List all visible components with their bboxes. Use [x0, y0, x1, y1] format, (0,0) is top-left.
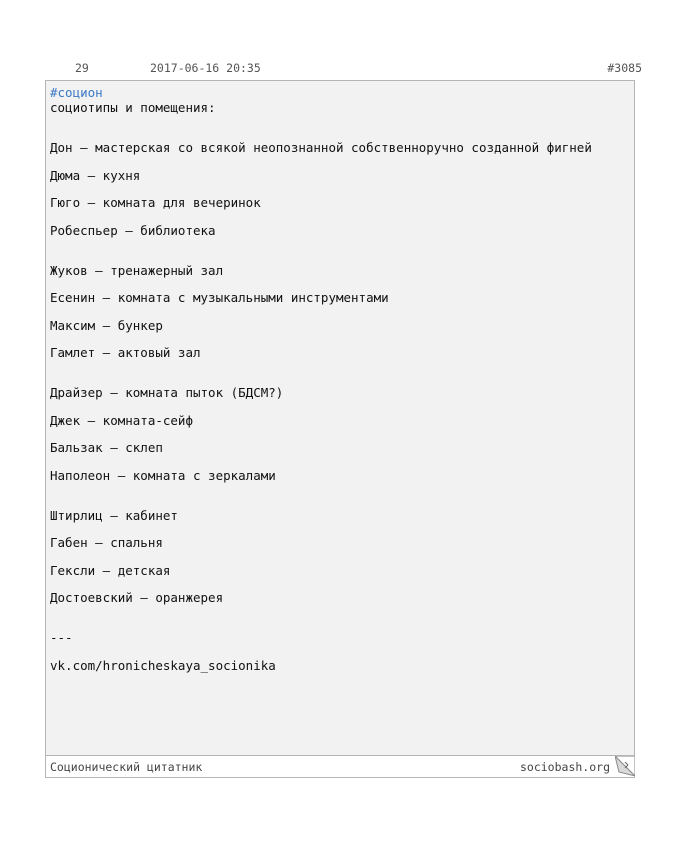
quote-line: Достоевский – оранжерея	[50, 590, 224, 605]
quote-line: Джек – комната-сейф	[50, 412, 193, 428]
quote-line: Жуков – тренажерный зал	[50, 262, 224, 278]
quote-line: Штирлиц – кабинет	[50, 507, 178, 523]
quote-line: Робеспьер – библиотека	[50, 222, 216, 238]
quote-line: Гюго – комната для вечеринок	[50, 195, 261, 210]
quote-id-link[interactable]: #3085	[607, 61, 642, 75]
quote-box	[45, 80, 635, 756]
site-url[interactable]: sociobash.org	[519, 760, 610, 774]
line-gap	[50, 360, 634, 373]
tag-link[interactable]: #социон	[50, 85, 103, 100]
quote-line: социотипы и помещения:	[50, 100, 216, 115]
line-gap	[50, 115, 634, 128]
quote-rating: 29	[75, 61, 89, 75]
quote-line: vk.com/hronicheskaya_socionika	[50, 657, 276, 673]
quote-text	[50, 85, 634, 673]
site-name: Соционический цитатник	[50, 760, 203, 774]
quote-line: Гамлет – актовый зал	[50, 345, 201, 360]
quote-line: Максим – бункер	[50, 317, 163, 333]
quote-line: Дон – мастерская со всякой неопознанной собственноручно созданной фигней	[50, 140, 592, 155]
quote-footer	[45, 756, 635, 778]
line-gap	[50, 483, 634, 496]
quote-line: Есенин – комната с музыкальными инструментами	[50, 290, 389, 305]
quote-line: Гексли – детская	[50, 562, 171, 578]
quote-line: Габен – спальня	[50, 535, 163, 550]
quote-date: 2017-06-16 20:35	[150, 61, 261, 75]
page-curl-icon	[615, 756, 635, 776]
quote-line: Дюма – кухня	[50, 167, 141, 183]
quote-line: Бальзак – склеп	[50, 440, 163, 455]
line-gap	[50, 238, 634, 251]
quote-line: ---	[50, 630, 73, 645]
quote-line: Наполеон – комната с зеркалами	[50, 467, 276, 483]
line-gap	[50, 605, 634, 618]
quote-line: Драйзер – комната пыток (БДСМ?)	[50, 385, 284, 400]
